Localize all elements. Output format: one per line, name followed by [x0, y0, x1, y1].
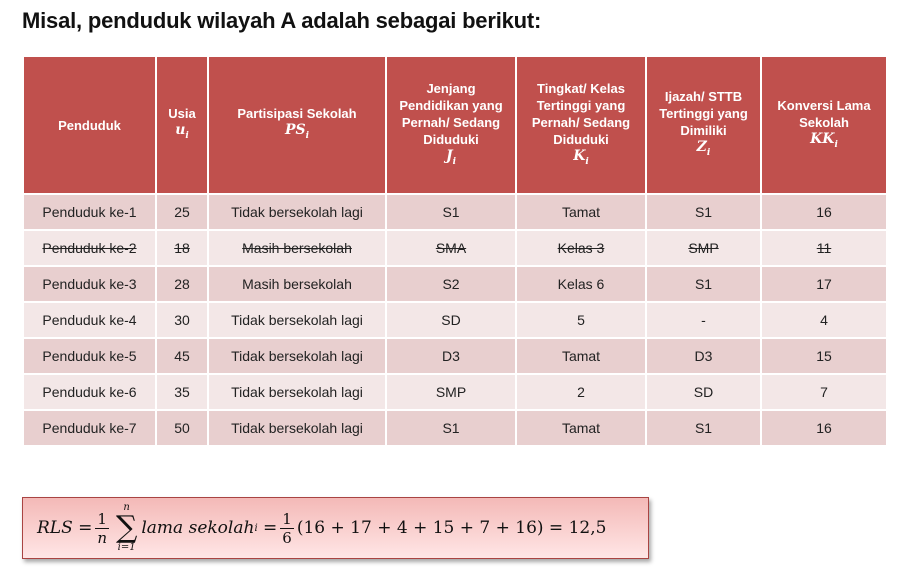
table-cell: 35	[156, 374, 208, 410]
header-label: Jenjang Pendidikan yang Pernah/ Sedang Diduduki	[399, 80, 503, 147]
symbol-subscript: i	[452, 156, 457, 167]
table-cell: Penduduk ke-6	[23, 374, 156, 410]
symbol-subscript: i	[305, 130, 310, 141]
table-cell: Masih bersekolah	[208, 230, 386, 266]
table-cell: SMP	[646, 230, 761, 266]
column-header	[646, 56, 761, 194]
table-cell: 11	[761, 230, 887, 266]
table-cell: Penduduk ke-3	[23, 266, 156, 302]
header-label: Usia	[168, 106, 196, 122]
header-label: Partisipasi Sekolah	[237, 106, 357, 122]
table-cell: SD	[646, 374, 761, 410]
table-cell: 15	[761, 338, 887, 374]
denominator: n	[97, 528, 107, 547]
table-cell: 50	[156, 410, 208, 446]
symbol: u	[175, 122, 186, 139]
table-row	[23, 194, 887, 230]
symbol-subscript: i	[834, 139, 838, 150]
table-cell: 16	[761, 194, 887, 230]
numerator: 1	[282, 509, 292, 528]
table-cell: Masih bersekolah	[208, 266, 386, 302]
header-symbol	[651, 139, 756, 162]
column-header	[761, 56, 887, 194]
formula-lhs: RLS =	[37, 518, 93, 538]
table-cell: Tamat	[516, 338, 646, 374]
header-symbol	[161, 122, 203, 145]
table-cell: Tidak bersekolah lagi	[208, 194, 386, 230]
table-cell: 17	[761, 266, 887, 302]
table-cell: D3	[646, 338, 761, 374]
sum-lower: i=1	[117, 542, 136, 553]
sigma-symbol: ∑	[115, 510, 138, 545]
table-cell: Tamat	[516, 194, 646, 230]
table-cell: 2	[516, 374, 646, 410]
table-cell: S1	[646, 410, 761, 446]
table-cell: Penduduk ke-2	[23, 230, 156, 266]
rls-formula	[22, 497, 649, 559]
header-label: Tingkat/ Kelas Tertinggi yang Pernah/ Sedang Diduduki	[531, 80, 631, 147]
table-cell: D3	[386, 338, 516, 374]
table-cell: 45	[156, 338, 208, 374]
term-subscript: i	[254, 522, 258, 534]
symbol-subscript: i	[585, 156, 589, 167]
table-cell: Penduduk ke-4	[23, 302, 156, 338]
symbol-subscript: i	[185, 130, 189, 141]
summation	[116, 503, 137, 553]
column-header	[23, 56, 156, 194]
table-row	[23, 266, 887, 302]
table-cell: 16	[761, 410, 887, 446]
table-cell: S1	[386, 410, 516, 446]
table-cell: SD	[386, 302, 516, 338]
header-label: Penduduk	[58, 117, 121, 133]
table-cell: Tidak bersekolah lagi	[208, 410, 386, 446]
table-cell: Kelas 3	[516, 230, 646, 266]
table-row	[23, 338, 887, 374]
header-label: Konversi Lama Sekolah	[777, 97, 871, 130]
table-cell: S1	[386, 194, 516, 230]
table-cell: Tidak bersekolah lagi	[208, 302, 386, 338]
table-cell: Penduduk ke-1	[23, 194, 156, 230]
table-cell: 5	[516, 302, 646, 338]
formula-rhs: (16 + 17 + 4 + 15 + 7 + 16) = 12,5	[296, 518, 607, 538]
table-row	[23, 230, 887, 266]
table-cell: Tidak bersekolah lagi	[208, 338, 386, 374]
table-cell: 25	[156, 194, 208, 230]
table-header-row	[23, 56, 887, 194]
table-cell: Tidak bersekolah lagi	[208, 374, 386, 410]
table-cell: -	[646, 302, 761, 338]
table-cell: 18	[156, 230, 208, 266]
symbol: Z	[696, 139, 707, 156]
table-cell: Tamat	[516, 410, 646, 446]
symbol: PS	[284, 122, 306, 139]
table-row	[23, 410, 887, 446]
table-cell: SMP	[386, 374, 516, 410]
table-row	[23, 302, 887, 338]
equals: =	[263, 518, 278, 538]
table-row	[23, 374, 887, 410]
column-header	[516, 56, 646, 194]
table-cell: 7	[761, 374, 887, 410]
table-cell: 4	[761, 302, 887, 338]
table-cell: Penduduk ke-5	[23, 338, 156, 374]
table-cell: S1	[646, 266, 761, 302]
page-title: Misal, penduduk wilayah A adalah sebagai berikut:	[22, 8, 542, 33]
table-cell: 30	[156, 302, 208, 338]
symbol-subscript: i	[706, 147, 711, 158]
symbol: J	[445, 147, 453, 164]
table-cell: Penduduk ke-7	[23, 410, 156, 446]
sum-upper: n	[123, 502, 130, 513]
column-header	[386, 56, 516, 194]
column-header	[208, 56, 386, 194]
header-symbol	[766, 131, 882, 154]
denominator: 6	[282, 528, 292, 547]
header-symbol	[391, 148, 511, 171]
numerator: 1	[97, 509, 107, 528]
header-symbol	[521, 148, 641, 171]
table-cell: SMA	[386, 230, 516, 266]
symbol: K	[573, 147, 586, 164]
fraction-1-over-6	[280, 510, 294, 547]
table-cell: 28	[156, 266, 208, 302]
formula-term: lama sekolah	[141, 518, 255, 538]
table-cell: S1	[646, 194, 761, 230]
fraction-1-over-n	[95, 510, 109, 547]
column-header	[156, 56, 208, 194]
header-symbol	[213, 122, 381, 145]
table-cell: Kelas 6	[516, 266, 646, 302]
symbol: KK	[810, 130, 835, 147]
table-cell: S2	[386, 266, 516, 302]
population-table	[22, 55, 888, 447]
header-label: Ijazah/ STTB Tertinggi yang Dimiliki	[659, 89, 748, 139]
